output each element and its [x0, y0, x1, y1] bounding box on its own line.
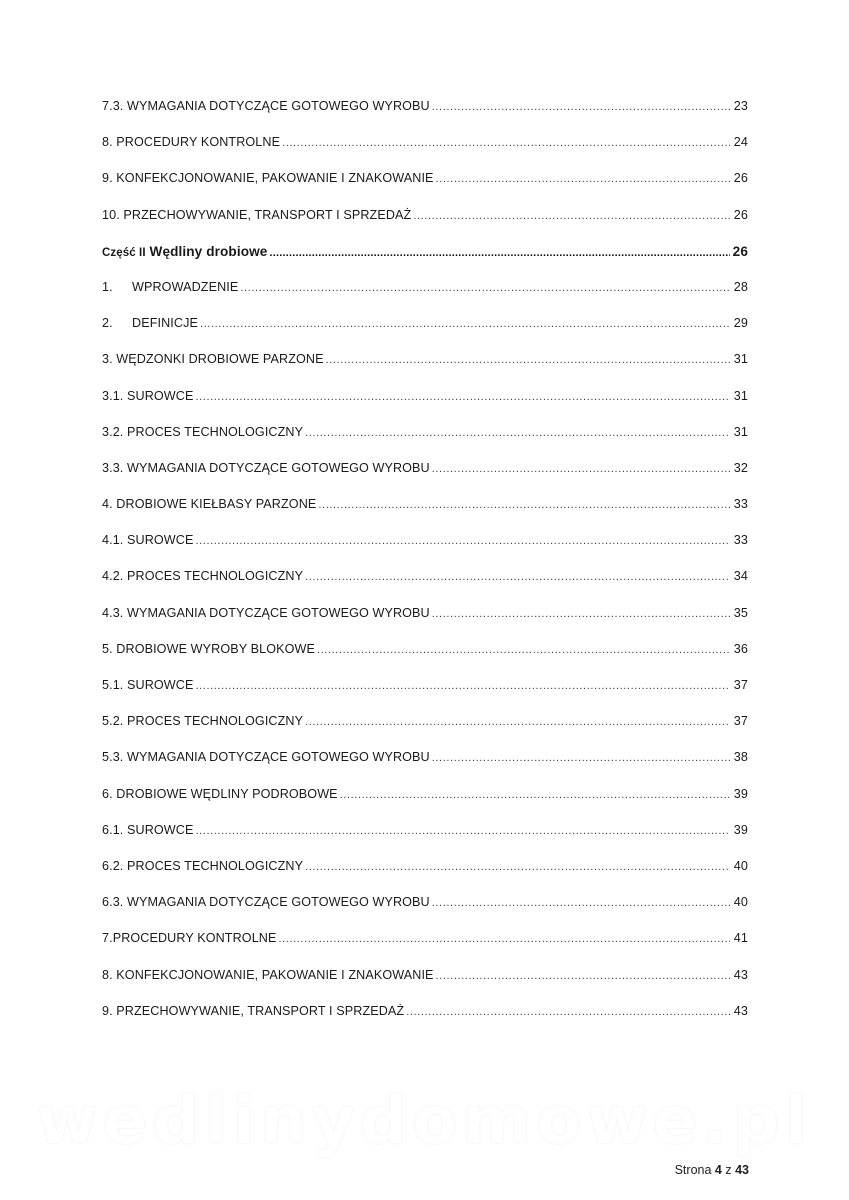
toc-entry-page: 31	[733, 352, 748, 367]
toc-entry-page: 31	[733, 424, 748, 439]
toc-entry-page: 26	[733, 171, 748, 186]
toc-entry-title: DEFINICJE	[132, 316, 198, 331]
toc-entry-page: 23	[733, 99, 748, 113]
toc-entry[interactable]	[102, 171, 748, 207]
dot-leader	[436, 970, 730, 982]
toc-entry-page: 39	[733, 786, 748, 801]
toc-entry-page: 29	[733, 316, 748, 331]
toc-entry-page: 31	[733, 388, 748, 403]
part-label: Część II	[102, 246, 146, 259]
dot-leader	[305, 716, 730, 728]
toc-entry-page: 26	[732, 243, 748, 259]
watermark: wedlinydomowe.pl	[36, 1082, 813, 1159]
toc-entry-title: 4.2. PROCES TECHNOLOGICZNY	[102, 569, 304, 584]
dot-leader	[240, 282, 730, 294]
dot-leader	[200, 318, 730, 330]
toc-entry-title: 3.2. PROCES TECHNOLOGICZNY	[102, 424, 304, 439]
toc-entry-title: 6.2. PROCES TECHNOLOGICZNY	[102, 858, 304, 873]
dot-leader	[432, 608, 730, 620]
toc-entry-page: 32	[733, 460, 748, 475]
page-separator: z	[725, 1163, 732, 1177]
dot-leader	[436, 173, 730, 185]
dot-leader	[413, 210, 730, 222]
toc-entry-title: WPROWADZENIE	[132, 279, 239, 294]
toc-entry-title: 8. PROCEDURY KONTROLNE	[102, 135, 281, 150]
toc-entry-page: 36	[733, 641, 748, 656]
current-page-number: 4	[714, 1163, 722, 1177]
dot-leader	[282, 137, 730, 149]
part-title: Wędliny drobiowe	[149, 243, 268, 259]
toc-entry-number: 1.	[102, 279, 113, 294]
toc-entry[interactable]	[102, 1004, 748, 1040]
toc-entry[interactable]	[102, 425, 748, 461]
toc-entry[interactable]	[102, 389, 748, 425]
toc-entry[interactable]	[102, 895, 748, 931]
toc-entry-title: 4. DROBIOWE KIEŁBASY PARZONE	[102, 497, 317, 512]
dot-leader	[305, 571, 730, 583]
toc-entry[interactable]	[102, 642, 748, 678]
toc-entry-title: 6.3. WYMAGANIA DOTYCZĄCE GOTOWEGO WYROBU	[102, 895, 430, 910]
toc-entry[interactable]	[102, 714, 748, 750]
dot-leader	[195, 535, 730, 547]
toc-entry-page: 37	[733, 678, 748, 692]
dot-leader	[305, 427, 730, 439]
toc-entry-page: 39	[733, 822, 748, 837]
toc-entry-title: 6. DROBIOWE WĘDLINY PODROBOWE	[102, 786, 338, 801]
page-footer	[675, 1163, 749, 1177]
toc-entry-page: 40	[733, 858, 748, 873]
toc-entry-title: 8. KONFEKCJONOWANIE, PAKOWANIE I ZNAKOWANIE	[102, 967, 434, 982]
toc-entry[interactable]	[102, 968, 748, 1004]
toc-entry[interactable]	[102, 750, 748, 786]
dot-leader	[269, 247, 730, 259]
toc-entry-title: 5.1. SUROWCE	[102, 678, 194, 692]
toc-entry[interactable]	[102, 497, 748, 533]
dot-leader	[279, 933, 731, 945]
dot-leader	[195, 680, 730, 692]
toc-entry-title: 4.3. WYMAGANIA DOTYCZĄCE GOTOWEGO WYROBU	[102, 605, 430, 620]
toc-entry-page: 43	[733, 967, 748, 982]
toc-entry-title: 10. PRZECHOWYWANIE, TRANSPORT I SPRZEDAŻ	[102, 207, 412, 222]
toc-entry[interactable]	[102, 787, 748, 823]
toc-entry-title: 9. KONFEKCJONOWANIE, PAKOWANIE I ZNAKOWANIE	[102, 171, 434, 186]
toc-entry-title: 7.3. WYMAGANIA DOTYCZĄCE GOTOWEGO WYROBU	[102, 99, 430, 113]
toc-entry-title: 7.PROCEDURY KONTROLNE	[102, 931, 277, 946]
toc-entry[interactable]	[102, 569, 748, 605]
toc-entry-title: 9. PRZECHOWYWANIE, TRANSPORT I SPRZEDAŻ	[102, 1003, 405, 1018]
toc-entry-title: 6.1. SUROWCE	[102, 822, 194, 837]
dot-leader	[432, 752, 730, 764]
toc-entry-page: 38	[733, 750, 748, 765]
total-pages: 43	[735, 1163, 749, 1177]
toc-entry[interactable]	[102, 99, 748, 135]
dot-leader	[326, 354, 730, 366]
toc-entry-page: 26	[733, 207, 748, 222]
toc-entry-title: 5.3. WYMAGANIA DOTYCZĄCE GOTOWEGO WYROBU	[102, 750, 430, 765]
toc-entry[interactable]	[102, 280, 748, 316]
toc-entry-page: 33	[733, 533, 748, 548]
toc-part-heading[interactable]	[102, 244, 748, 280]
toc-entry[interactable]	[102, 352, 748, 388]
dot-leader	[195, 825, 730, 837]
dot-leader	[432, 101, 730, 113]
toc-entry-title: 3.3. WYMAGANIA DOTYCZĄCE GOTOWEGO WYROBU	[102, 460, 430, 475]
toc-entry[interactable]	[102, 461, 748, 497]
toc-entry-title: 3.1. SUROWCE	[102, 388, 194, 403]
dot-leader	[340, 789, 730, 801]
toc-entry-title: 4.1. SUROWCE	[102, 533, 194, 548]
toc-entry-page: 35	[733, 605, 748, 620]
toc-entry[interactable]	[102, 533, 748, 569]
dot-leader	[432, 463, 730, 475]
toc-entry-page: 40	[733, 895, 748, 910]
page-label: Strona	[674, 1163, 712, 1177]
dot-leader	[317, 644, 730, 656]
toc-entry[interactable]	[102, 316, 748, 352]
dot-leader	[432, 897, 730, 909]
table-of-contents	[102, 99, 748, 1040]
toc-entry-title: 3. WĘDZONKI DROBIOWE PARZONE	[102, 352, 324, 367]
toc-entry-page: 41	[733, 931, 748, 946]
dot-leader	[305, 861, 730, 873]
toc-entry-title: 5.2. PROCES TECHNOLOGICZNY	[102, 714, 304, 729]
toc-entry-title: 5. DROBIOWE WYROBY BLOKOWE	[102, 641, 315, 656]
toc-entry-number: 2.	[102, 316, 113, 331]
toc-entry-page: 28	[733, 279, 748, 294]
dot-leader	[318, 499, 730, 511]
toc-entry[interactable]	[102, 135, 748, 171]
toc-entry-page: 24	[733, 135, 748, 150]
toc-entry[interactable]	[102, 606, 748, 642]
toc-entry-page: 37	[733, 714, 748, 729]
toc-entry[interactable]	[102, 859, 748, 895]
toc-entry[interactable]	[102, 208, 748, 244]
dot-leader	[195, 391, 730, 403]
toc-entry-page: 33	[733, 497, 748, 512]
toc-entry[interactable]	[102, 678, 748, 714]
toc-entry[interactable]	[102, 823, 748, 859]
dot-leader	[406, 1006, 730, 1018]
toc-entry-page: 34	[733, 569, 748, 584]
toc-entry[interactable]	[102, 931, 748, 967]
toc-entry-page: 43	[733, 1003, 748, 1018]
